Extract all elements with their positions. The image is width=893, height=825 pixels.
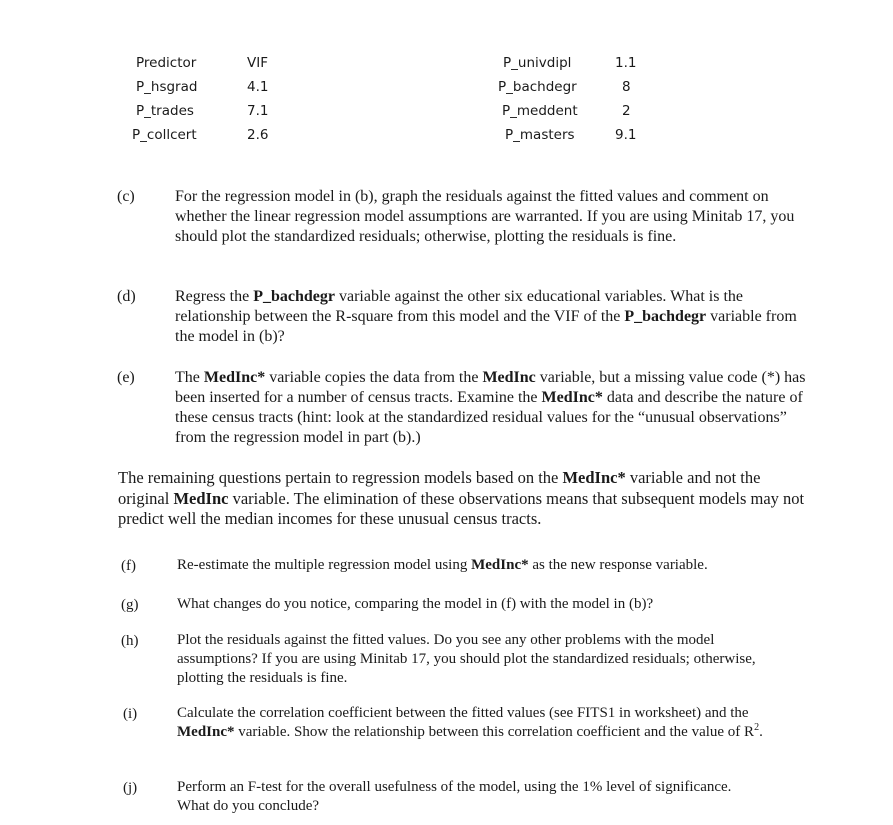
table-cell-predictor: P_hsgrad xyxy=(136,79,198,95)
question-text: Perform an F-test for the overall usefulness of the model, using the 1% level of significance. What do you conclude? xyxy=(177,779,732,814)
question-text: Regress the P_bachdegr variable against the other six educational variables. What is the relationship between the R-square from this model and the VIF of the P_bachdegr variable from the model in (b)? xyxy=(175,288,797,345)
table-cell-vif: 2 xyxy=(622,103,631,119)
question-label: (d) xyxy=(117,288,136,305)
question-text: For the regression model in (b), graph the residuals against the fitted values and comment on whether the linear regression model assumptions are warranted. If you are using Minitab 17, you should plot the standardized residuals; otherwise, plotting the residuals is fine. xyxy=(175,188,795,245)
bold-term: MedInc* xyxy=(471,557,529,573)
table-cell-vif: 2.6 xyxy=(247,127,269,143)
bold-term: MedInc* xyxy=(177,724,235,740)
table-header-predictor: Predictor xyxy=(136,55,197,71)
question-label: (c) xyxy=(117,188,135,205)
bold-term: MedInc xyxy=(173,488,229,508)
table-cell-predictor: P_trades xyxy=(136,103,194,119)
bold-term: MedInc* xyxy=(203,369,266,386)
question-label: (e) xyxy=(117,369,135,386)
table-cell-vif: 4.1 xyxy=(247,79,269,95)
table-cell-predictor: P_collcert xyxy=(132,127,197,143)
question-text: Re-estimate the multiple regression model using MedInc* as the new response variable. xyxy=(177,557,708,573)
question-label: (h) xyxy=(121,633,139,649)
table-cell-predictor: P_bachdegr xyxy=(498,79,577,95)
table-cell-vif: 8 xyxy=(622,79,631,95)
bold-term: P_bachdegr xyxy=(253,288,335,305)
table-cell-predictor: P_meddent xyxy=(502,103,578,119)
intro-paragraph: The remaining questions pertain to regression models based on the MedInc* variable and not the original MedInc variable. The elimination of these observations means that subsequent models may not predict well the median incomes for these unusual census tracts. xyxy=(118,468,805,528)
question-text: What changes do you notice, comparing the model in (f) with the model in (b)? xyxy=(177,596,654,612)
question-label: (f) xyxy=(121,558,136,574)
bold-term: MedInc* xyxy=(562,468,626,487)
question-text: Calculate the correlation coefficient between the fitted values (see FITS1 in worksheet) and the MedInc* variable. Show the relationship between this correlation coefficient and the value of $R^2$. xyxy=(177,705,763,740)
question-label: (i) xyxy=(123,706,138,722)
question-label: (j) xyxy=(123,780,138,796)
table-header-vif: VIF xyxy=(247,55,268,71)
table-cell-vif: 1.1 xyxy=(615,55,637,71)
bold-term: MedInc xyxy=(482,369,536,386)
question-text: The MedInc* variable copies the data from the MedInc variable, but a missing value code (*) has been inserted for a number of census tracts. Examine the MedInc* data and describe the nature of these census tracts (hint: look at the standardized residual values for the “unusual observations” from the regression model in part (b).) xyxy=(175,369,806,446)
table-cell-predictor: P_univdipl xyxy=(503,55,572,71)
table-cell-vif: 7.1 xyxy=(247,103,269,119)
question-text: Plot the residuals against the fitted values. Do you see any other problems with the model assumptions? If you are using Minitab 17, you should plot the standardized residuals; otherwise, plotting the residuals is fine. xyxy=(177,632,756,686)
bold-term: P_bachdegr xyxy=(624,308,707,325)
table-cell-predictor: P_masters xyxy=(505,127,575,143)
bold-term: MedInc* xyxy=(541,389,603,406)
table-cell-vif: 9.1 xyxy=(615,127,637,143)
question-label: (g) xyxy=(121,597,139,613)
superscript: 2 xyxy=(754,722,760,733)
